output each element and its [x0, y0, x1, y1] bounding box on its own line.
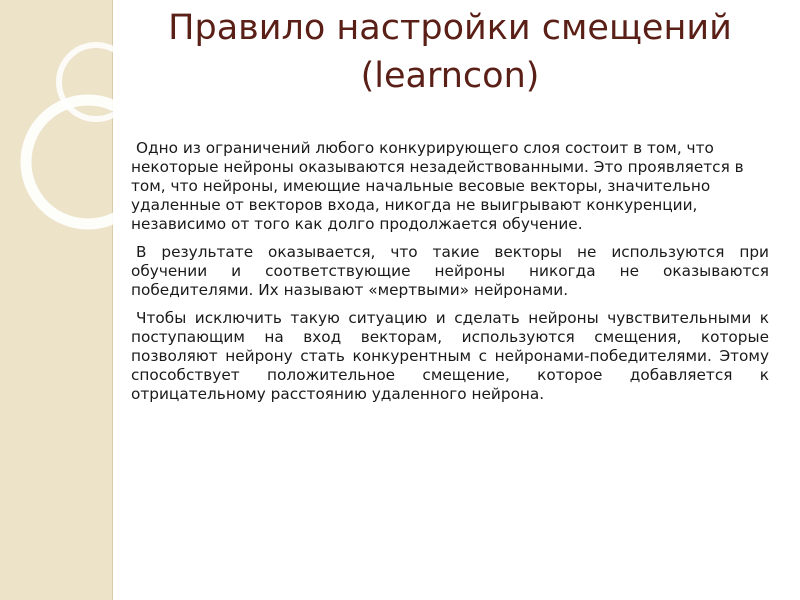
side-panel — [0, 0, 112, 600]
paragraph-1: Одно из ограничений любого конкурирующего слоя состоит в том, что некоторые нейроны оказываются незадействованными. Это проявляется в том, что нейроны, имеющие начальные весовые векторы, значительно удаленные от векторов входа, никогда не выигрывают конкуренции, независимо от того как долго продолжается обучение. — [131, 139, 744, 233]
paragraph-2: В результате оказывается, что такие векторы не используются при обучении и соответствующие нейроны никогда не оказываются победителями. Их называют «мертвыми» нейронами. — [131, 243, 769, 299]
slide-title-line2: (learncon) — [360, 56, 540, 96]
slide-title — [100, 4, 800, 100]
paragraph-3: Чтобы исключить такую ситуацию и сделать нейроны чувствительными к поступающим на вход векторам, используются смещения, которые позволяют нейрону стать конкурентным с нейронами-победителями. Этому способствует положительное смещение, которое добавляется к отрицательному расстоянию удаленного нейрона. — [131, 309, 769, 403]
slide-body — [131, 139, 769, 413]
slide-title-line1: Правило настройки смещений — [168, 8, 732, 48]
